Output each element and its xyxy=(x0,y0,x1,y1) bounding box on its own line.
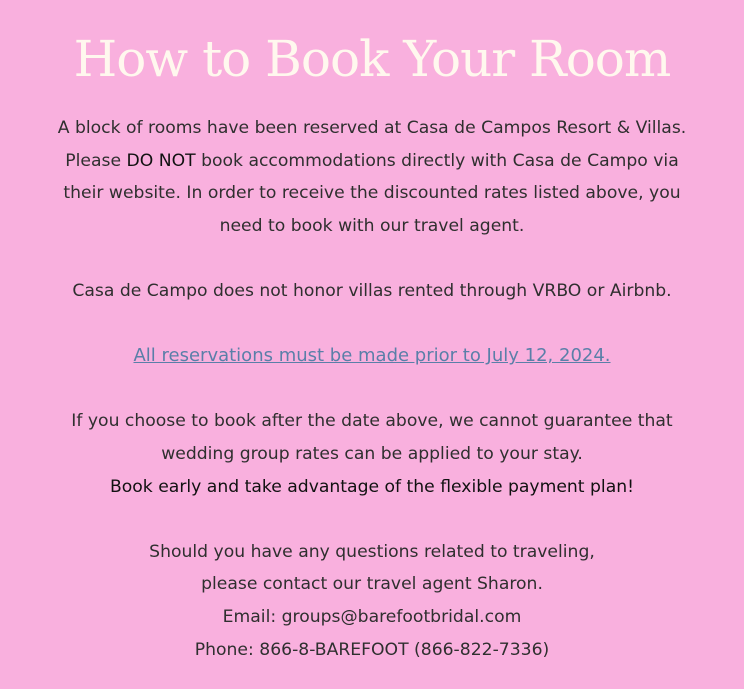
contact-line-1: Should you have any questions related to traveling, xyxy=(149,541,595,562)
deadline-paragraph xyxy=(0,340,744,373)
spacer xyxy=(0,503,744,536)
payment-plan-callout: Book early and take advantage of the flexible payment plan! xyxy=(109,476,635,497)
intro-line-2 xyxy=(0,145,744,178)
villas-note: Casa de Campo does not honor villas rented through VRBO or Airbnb. xyxy=(72,280,672,301)
contact-phone: Phone: 866-8-BAREFOOT (866-822-7336) xyxy=(194,639,550,660)
spacer xyxy=(0,373,744,406)
contact-line-2: please contact our travel agent Sharon. xyxy=(201,574,543,595)
booking-instructions xyxy=(0,112,744,666)
spacer xyxy=(0,308,744,341)
do-not-emphasis: DO NOT xyxy=(126,150,196,171)
spacer xyxy=(0,242,744,275)
intro-line-4: need to book with our travel agent. xyxy=(219,215,525,236)
intro-line-3: their website. In order to receive the discounted rates listed above, you xyxy=(63,183,681,204)
page-title: How to Book Your Room xyxy=(73,30,671,88)
intro-line-2-end: book accommodations directly with Casa de Campo via xyxy=(195,150,679,171)
intro-line-1: A block of rooms have been reserved at Casa de Campos Resort & Villas. xyxy=(57,118,687,138)
reservation-deadline-link[interactable]: All reservations must be made prior to July 12, 2024. xyxy=(133,345,611,367)
intro-line-2-start: Please xyxy=(65,150,127,171)
contact-email: Email: groups@barefootbridal.com xyxy=(222,606,522,627)
late-booking-line-2: wedding group rates can be applied to your stay. xyxy=(161,443,583,464)
late-booking-line-1: If you choose to book after the date above, we cannot guarantee that xyxy=(71,411,673,432)
